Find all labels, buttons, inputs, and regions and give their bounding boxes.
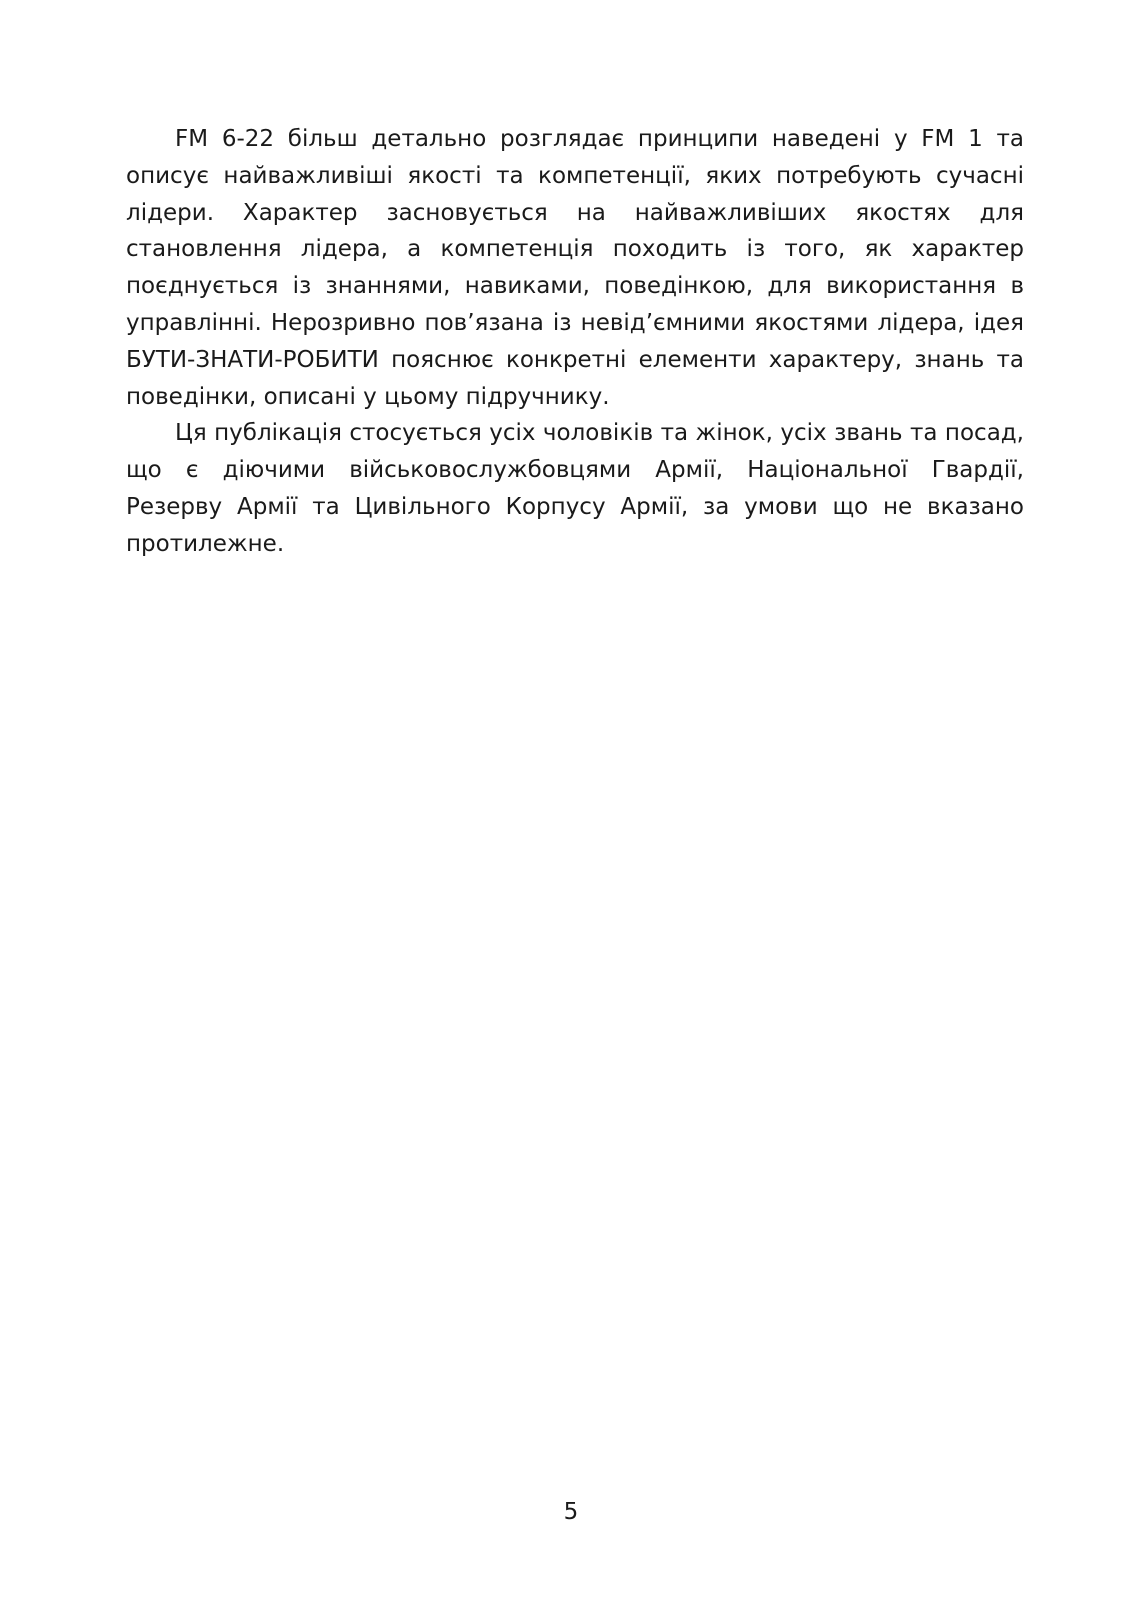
paragraph-applicability: Ця публікація стосується усіх чоловіків та жінок, усіх звань та посад, що є діючими військовослужбовцями Армії, Національної Гвардії, Резерву Армії та Цивільного Корпусу Армії, за умови що не вказано протилежне.	[126, 420, 1024, 557]
paragraph-fm-6-22-overview: FM 6-22 більш детально розглядає принципи наведені у FM 1 та описує найважливіші якості та компетенції, яких потребують сучасні лідери. Характер засновується на найважливіших якостях для становлення лідера, а компетенція походить із того, як характер поєднується із знаннями, навиками, поведінкою, для використання в управлінні. Нерозривно пов’язана із невід’ємними якостями лідера, ідея БУТИ-ЗНАТИ-РОБИТИ пояснює конкретні елементи характеру, знань та поведінки, описані у цьому підручнику.	[126, 126, 1024, 410]
body-text	[126, 121, 1024, 563]
page-number: 5	[563, 1499, 579, 1525]
